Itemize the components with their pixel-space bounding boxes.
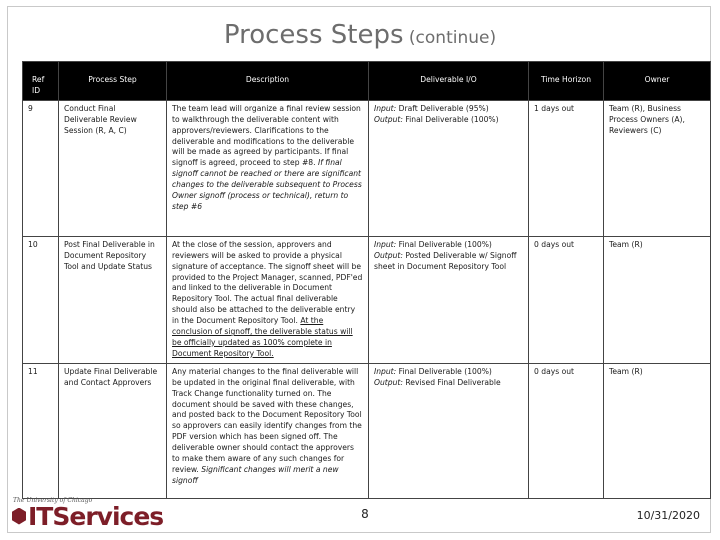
cell-time-horizon: 1 days out: [529, 100, 604, 236]
itservices-logo: [12, 503, 163, 529]
input-value: Draft Deliverable (95%): [396, 103, 489, 113]
header-owner: Owner: [604, 62, 711, 101]
university-name: The University of Chicago: [13, 497, 93, 504]
logo-it-text: IT: [28, 501, 53, 531]
input-label: Input:: [374, 239, 397, 249]
table-row: [23, 100, 711, 236]
deliverable-input: [374, 104, 523, 115]
deliverable-input: [374, 240, 523, 251]
title-main: Process Steps: [223, 20, 404, 50]
cell-owner: Team (R), Business Process Owners (A), Reviewers (C): [604, 100, 711, 236]
cell-step: Update Final Deliverable and Contact Approvers: [59, 363, 167, 498]
title-sub: (continue): [403, 28, 497, 48]
description-text: Any material changes to the final deliverable will be updated in the original final deliverable, with Track Change functionality turned on. The document should be saved with these changes, and posted back to the Document Repository Tool so approvers can easily identify changes from the PDF version which has been signed off. The deliverable owner should contact the approvers to make them aware of any such changes for review.: [172, 366, 362, 474]
cell-description: [167, 363, 369, 498]
output-value: Final Deliverable (100%): [402, 114, 499, 124]
process-steps-table: [22, 61, 711, 499]
slide-title: [0, 20, 720, 50]
header-process-step: Process Step: [59, 62, 167, 101]
cell-owner: Team (R): [604, 363, 711, 498]
deliverable-input: [374, 367, 523, 378]
cell-step: Conduct Final Deliverable Review Session (R, A, C): [59, 100, 167, 236]
description-text: The team lead will organize a final review session to walkthrough the deliverable content with approvers/reviewers. Clarifications to the deliverable and modifications to the deliverable will be made as agreed by participants. If final signoff is agreed, proceed to step #8.: [172, 103, 361, 168]
input-label: Input:: [374, 103, 397, 113]
table-header-row: [23, 62, 711, 101]
output-label: Output:: [374, 250, 403, 260]
header-ref-id: Ref ID: [23, 62, 59, 101]
deliverable-output: [374, 115, 523, 126]
output-value: Posted Deliverable w/ Signoff sheet in Document Repository Tool: [374, 250, 517, 271]
cell-description: [167, 236, 369, 363]
description-text: At the close of the session, approvers and reviewers will be asked to provide a physical signature of acceptance. The signoff sheet will be provided to the Project Manager, scanned, PDF'ed and linked to the deliverable in Document Repository Tool. The actual final deliverable should also be attached to the deliverable entry in the Document Repository Tool.: [172, 239, 363, 326]
input-label: Input:: [374, 366, 397, 376]
header-description: Description: [167, 62, 369, 101]
cell-step: Post Final Deliverable in Document Repository Tool and Update Status: [59, 236, 167, 363]
description-italic-text: Significant changes will merit a new signoff: [172, 464, 339, 485]
cell-deliverable: [369, 363, 529, 498]
cell-ref: 10: [23, 236, 59, 363]
input-value: Final Deliverable (100%): [396, 239, 492, 249]
table-row: [23, 363, 711, 498]
cell-owner: Team (R): [604, 236, 711, 363]
page-number: 8: [361, 507, 369, 521]
cell-time-horizon: 0 days out: [529, 363, 604, 498]
cell-time-horizon: 0 days out: [529, 236, 604, 363]
logo-cube-icon: [12, 508, 26, 525]
cell-deliverable: [369, 100, 529, 236]
description-underlined-text: At the conclusion of signoff, the deliverable status will be officially updated as 100% complete in Document Repository Tool.: [172, 316, 353, 358]
cell-ref: 9: [23, 100, 59, 236]
deliverable-output: [374, 251, 523, 273]
header-deliverable: Deliverable I/O: [369, 62, 529, 101]
header-time-horizon: Time Horizon: [529, 62, 604, 101]
output-value: Revised Final Deliverable: [402, 377, 501, 387]
output-label: Output:: [374, 377, 403, 387]
logo-services-text: Services: [52, 501, 164, 531]
description-italic-text: If final signoff cannot be reached or there are significant changes to the deliverable subsequent to Process Owner signoff (process or technical), return to step #6: [172, 158, 362, 211]
footer-date: 10/31/2020: [636, 509, 700, 522]
deliverable-output: [374, 378, 523, 389]
table-row: [23, 236, 711, 363]
cell-ref: 11: [23, 363, 59, 498]
output-label: Output:: [374, 114, 403, 124]
cell-deliverable: [369, 236, 529, 363]
input-value: Final Deliverable (100%): [396, 366, 492, 376]
cell-description: [167, 100, 369, 236]
